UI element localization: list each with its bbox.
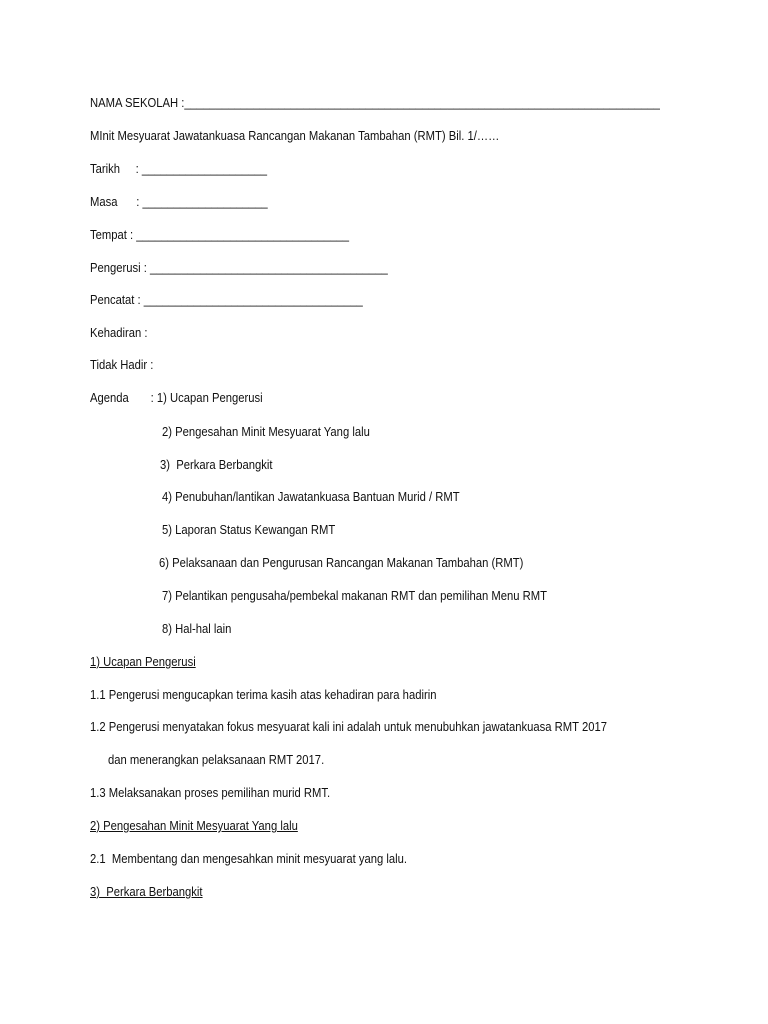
section-1-2-continuation: dan menerangkan pelaksanaan RMT 2017. — [108, 753, 325, 767]
pengerusi-line: Pengerusi : ______________________________________ — [90, 261, 388, 275]
section-1-1: 1.1 Pengerusi mengucapkan terima kasih atas kehadiran para hadirin — [90, 688, 437, 702]
tempat-line: Tempat : __________________________________ — [90, 228, 350, 242]
agenda-item: 4) Penubuhan/lantikan Jawatankuasa Bantuan Murid / RMT — [162, 490, 460, 504]
section-1-2: 1.2 Pengerusi menyatakan fokus mesyuarat kali ini adalah untuk menubuhkan jawatankuasa RMT 2017 — [90, 720, 607, 734]
section-2-heading: 2) Pengesahan Minit Mesyuarat Yang lalu — [90, 819, 298, 833]
pencatat-line: Pencatat : ___________________________________ — [90, 293, 363, 307]
agenda-item: 2) Pengesahan Minit Mesyuarat Yang lalu — [162, 425, 370, 439]
agenda-item: 7) Pelantikan pengusaha/pembekal makanan RMT dan pemilihan Menu RMT — [162, 589, 548, 603]
section-2-1: 2.1 Membentang dan mengesahkan minit mesyuarat yang lalu. — [90, 852, 408, 866]
agenda-item: 3) Perkara Berbangkit — [160, 458, 273, 472]
agenda-first-item: Agenda : 1) Ucapan Pengerusi — [90, 391, 263, 405]
kehadiran-line: Kehadiran : — [90, 326, 148, 340]
minit-title: MInit Mesyuarat Jawatankuasa Rancangan Makanan Tambahan (RMT) Bil. 1/…… — [90, 129, 500, 143]
section-3-heading: 3) Perkara Berbangkit — [90, 885, 203, 899]
agenda-item: 8) Hal-hal lain — [162, 622, 232, 636]
section-1-3: 1.3 Melaksanakan proses pemilihan murid RMT. — [90, 786, 331, 800]
section-1-heading: 1) Ucapan Pengerusi — [90, 655, 196, 669]
masa-line: Masa : ____________________ — [90, 195, 268, 209]
agenda-item: 5) Laporan Status Kewangan RMT — [162, 523, 336, 537]
nama-sekolah-line: NAMA SEKOLAH :____________________________________________________________________________ — [90, 96, 660, 110]
agenda-item: 6) Pelaksanaan dan Pengurusan Rancangan Makanan Tambahan (RMT) — [159, 556, 524, 570]
tidak-hadir-line: Tidak Hadir : — [90, 358, 154, 372]
tarikh-line: Tarikh : ____________________ — [90, 162, 268, 176]
